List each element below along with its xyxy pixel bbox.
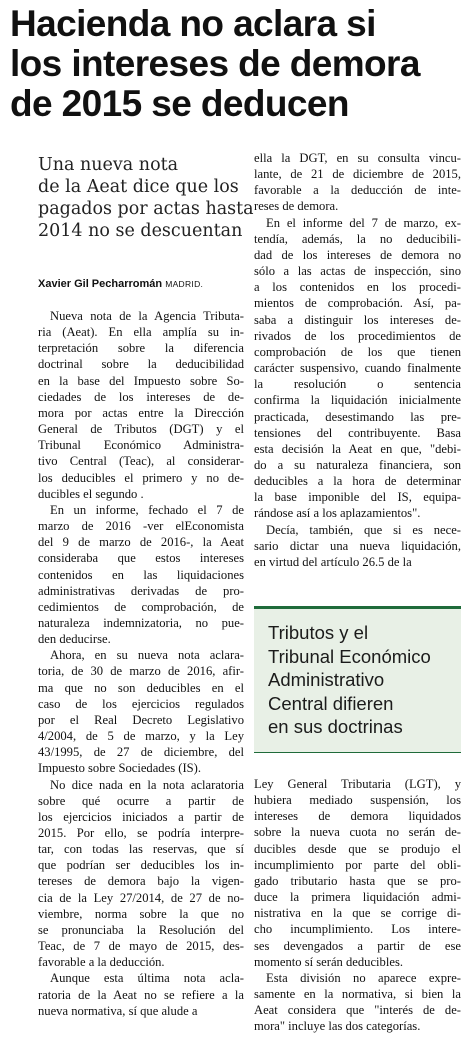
article-line: tereses de demora bajo la vigen- xyxy=(38,874,244,889)
article-line: sobre qué ocurre a partir de xyxy=(38,793,244,808)
article-paragraph xyxy=(254,776,461,970)
article-line: comprobación de los que tienen xyxy=(254,344,461,359)
article-column-right-bottom xyxy=(254,776,461,1035)
article-line: incumplimiento por parte del obli- xyxy=(254,857,461,872)
article-line: nueva normativa, sí que alude a xyxy=(38,1003,198,1018)
article-line: deducibles a la hora de determinar xyxy=(254,474,461,489)
article-paragraph xyxy=(38,970,244,1018)
article-line: 43/1995, de 27 de diciembre, del xyxy=(38,745,244,760)
article-line: tar, con todas las reservas, que sí xyxy=(38,842,244,857)
article-line: No dice nada en la nota aclaratoria xyxy=(50,777,244,792)
subheadline xyxy=(38,154,254,242)
article-line: sobre la nueva cuota no serán de- xyxy=(254,825,461,840)
article-line: Ahora, en su nueva nota aclara- xyxy=(50,648,244,663)
article-line: den deducirse. xyxy=(38,632,111,647)
pull-quote-bottom-rule xyxy=(254,752,461,753)
subheadline-line: de la Aeat dice que los xyxy=(38,177,239,197)
article-line: saba a distinguir los intereses de- xyxy=(254,312,461,327)
article-line: tivo Central (Teac), al considerar- xyxy=(38,454,244,469)
article-line: favorable a la deducción. xyxy=(38,955,165,970)
article-line: mora por actas entre la Dirección xyxy=(38,405,244,420)
article-paragraph xyxy=(38,308,244,502)
article-line: Impuesto sobre Sociedades (IS). xyxy=(38,761,201,776)
article-line: por el Real Decreto Legislativo xyxy=(38,712,244,727)
article-line: a los contenidos en los procedi- xyxy=(254,280,461,295)
article-paragraph xyxy=(254,215,461,522)
pull-quote-text xyxy=(268,621,458,739)
article-line: se pronunciaba la Resolución del xyxy=(38,922,244,937)
subheadline-line: pagados por actas hasta xyxy=(38,199,254,219)
article-paragraph xyxy=(38,647,244,776)
article-line: la resolución o sentencia xyxy=(254,377,461,392)
article-line: ma que no son deducibles en el xyxy=(38,680,244,695)
article-column-left xyxy=(38,308,244,1019)
article-line: Decía, también, que si es nece- xyxy=(266,522,461,537)
article-paragraph xyxy=(38,502,244,647)
pull-quote-box xyxy=(254,608,461,753)
article-line: hubiera mediado suspensión, los xyxy=(254,793,461,808)
pull-quote-line: Administrativo xyxy=(268,669,385,690)
article-line: samente en la normativa, si bien la xyxy=(254,987,461,1002)
article-line: del 9 de marzo de 2016-, la Aeat xyxy=(38,535,244,550)
article-line: que podrían ser deducibles los in- xyxy=(38,858,244,873)
article-line: mora" incluye las dos categorías. xyxy=(254,1019,421,1034)
article-line: Aunque esta última nota acla- xyxy=(50,971,244,986)
subheadline-line: 2014 no se descuentan xyxy=(38,221,243,241)
article-line: favorable a la deducción de inte- xyxy=(254,183,461,198)
pull-quote-line: Tribunal Económico xyxy=(268,645,431,667)
article-line: En el informe del 7 de marzo, ex- xyxy=(266,215,461,230)
article-line: tendía, además, la no deducibili- xyxy=(254,231,461,246)
article-line: ratoria de la Aeat no se refiere a la xyxy=(38,987,244,1002)
article-line: Tribunal Económico Administra- xyxy=(38,438,244,453)
article-line: intereses de demora liquidados xyxy=(254,809,461,824)
article-line: administrativas derivadas de pro- xyxy=(38,583,244,598)
article-line: practicada, desestimando las pre- xyxy=(254,409,461,424)
article-column-right-top xyxy=(254,150,461,570)
article-line: viembre, norma sobre la que no xyxy=(38,906,244,921)
article-line: los ejercicios iniciados a partir de xyxy=(38,809,244,824)
byline-city: MADRID. xyxy=(165,279,204,289)
article-line: ducibles el segundo . xyxy=(38,486,144,501)
article-line: mientos de comprobación. Así, pa- xyxy=(254,296,461,311)
article-line: en la base del Impuesto sobre So- xyxy=(38,373,244,388)
article-line: cho incumplimiento. Los intere- xyxy=(254,922,461,937)
article-line: la base imponible del IS, equipa- xyxy=(254,490,461,505)
article-line: caso de los ejercicios regulados xyxy=(38,696,244,711)
article-line: dad de los intereses de demora no xyxy=(254,247,461,262)
byline xyxy=(38,278,248,290)
article-line: toria, de 30 de marzo de 2016, afir- xyxy=(38,664,244,679)
pull-quote-line: en sus doctrinas xyxy=(268,716,403,737)
article-line: General de Tributos (DGT) y el xyxy=(38,422,244,437)
article-line: En un informe, fechado el 7 de xyxy=(50,502,244,517)
article-line: 4/2004, de 5 de marzo, y la Ley xyxy=(38,729,244,744)
article-line: Ley General Tributaria (LGT), y xyxy=(254,777,461,791)
article-paragraph xyxy=(254,522,461,570)
article-paragraph xyxy=(38,777,244,971)
article-line: doctrinal sobre la deducibilidad xyxy=(38,357,244,372)
article-line: confirma la liquidación inicialmente xyxy=(254,393,461,408)
article-line: cia de la Ley 27/2014, de 27 de no- xyxy=(38,890,244,905)
subheadline-line: Una nueva nota xyxy=(38,155,179,175)
article-paragraph xyxy=(254,150,461,215)
article-line: Nueva nota de la Agencia Tributa- xyxy=(50,309,244,323)
article-line: terpretación sobre la diferencia xyxy=(38,341,244,356)
article-line: ella la DGT, en su consulta vincu- xyxy=(254,151,461,165)
article-paragraph xyxy=(254,970,461,1035)
pull-quote-line: Tributos y el xyxy=(268,622,369,643)
article-line: sólo a las actas de inspección, sino xyxy=(254,264,461,279)
article-line: do a su naturaleza financiera, son xyxy=(254,457,461,472)
article-line: duce la primera liquidación admi- xyxy=(254,890,461,905)
article-line: rándose así a los aplazamientos". xyxy=(254,506,421,521)
article-line: ducibles desde que se produjo el xyxy=(254,841,461,856)
article-line: nistrativa en la que se corrige di- xyxy=(254,906,461,921)
article-line: en virtud del artículo 26.5 de la xyxy=(254,554,412,569)
article-line: carácter suspensivo, cuando finalmente xyxy=(254,361,461,376)
headline xyxy=(10,4,462,124)
article-line: ciedades de los intereses de de- xyxy=(38,389,244,404)
article-line: sario dictar una nueva liquidación, xyxy=(254,538,461,553)
article-line: Esta división no aparece expre- xyxy=(266,970,461,985)
article-line: los deducibles el primero y no de- xyxy=(38,470,244,485)
article-line: lante, de 21 de diciembre de 2015, xyxy=(254,167,461,182)
article-line: momento sí serán deducibles. xyxy=(254,954,403,969)
article-line: ses devengados a partir de ese xyxy=(254,938,461,953)
pull-quote-line: Central difieren xyxy=(268,692,394,714)
article-line: Aeat considera que "interés de de- xyxy=(254,1003,461,1018)
byline-author: Xavier Gil Pecharromán xyxy=(38,278,163,290)
article-line: naturaleza indemnizatoria, no pue- xyxy=(38,615,244,630)
article-line: contenidos en las liquidaciones xyxy=(38,567,244,582)
article-line: 2015. Por ello, se podría interpre- xyxy=(38,826,244,840)
article-line: tensiones del contribuyente. Basa xyxy=(254,425,461,440)
article-line: cedimientos de comprobación, de xyxy=(38,599,244,614)
article-line: rivados de los procedimientos de xyxy=(254,328,461,343)
article-line: Teac, de 7 de mayo de 2015, des- xyxy=(38,939,244,954)
article-line: consideraba que estos intereses xyxy=(38,551,244,566)
article-line: ria (Aeat). En ella amplía su in- xyxy=(38,325,244,340)
article-line: gado tributario hasta que se pro- xyxy=(254,873,461,888)
headline-line: los intereses de demora xyxy=(10,43,420,84)
headline-line: de 2015 se deducen xyxy=(10,83,349,124)
article-line: marzo de 2016 -ver elEconomista xyxy=(38,519,244,534)
article-line: reses de demora. xyxy=(254,199,339,214)
headline-line: Hacienda no aclara si xyxy=(10,3,376,44)
article-line: esta decisión la Aeat en que, "debi- xyxy=(254,441,461,456)
